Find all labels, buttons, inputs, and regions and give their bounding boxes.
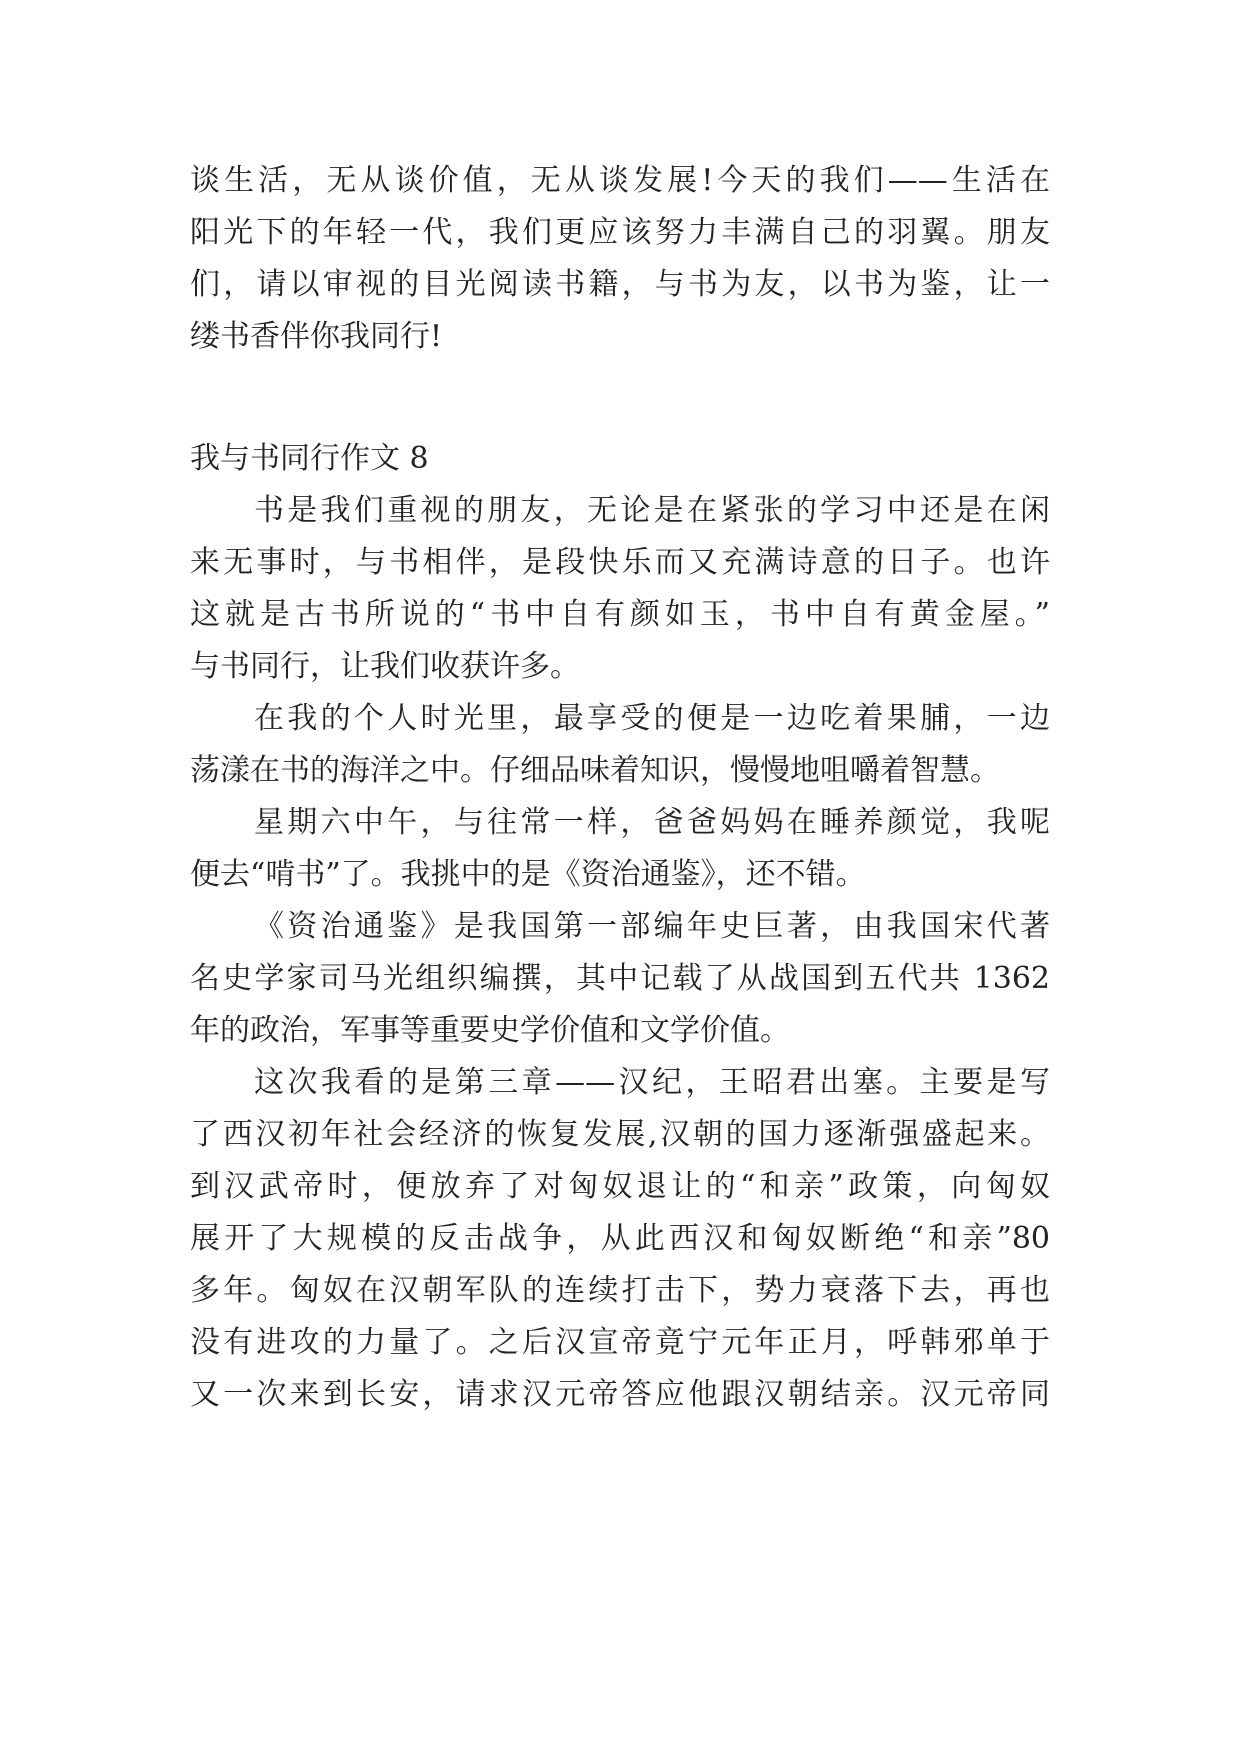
text-line: 星期六中午，与往常一样，爸爸妈妈在睡养颜觉，我呢 [254,805,1050,840]
paragraph-4 [190,901,1050,1057]
text-line: 缕书香伴你我同行! [190,319,443,354]
text-line: 名史学家司马光组织编撰，其中记载了从战国到五代共 1362 [190,961,1050,996]
text-line: 阳光下的年轻一代，我们更应该努力丰满自己的羽翼。朋友 [190,215,1050,250]
paragraph-2 [190,693,1050,797]
paragraph-intro [190,155,1050,363]
paragraph-3 [190,797,1050,901]
text-line: 在我的个人时光里，最享受的便是一边吃着果脯，一边 [254,701,1050,736]
text-line: 没有进攻的力量了。之后汉宣帝竟宁元年正月，呼韩邪单于 [190,1325,1050,1360]
paragraph-1 [190,485,1050,693]
text-line: 《资治通鉴》是我国第一部编年史巨著，由我国宋代著 [254,909,1050,944]
text-line: 又一次来到长安，请求汉元帝答应他跟汉朝结亲。汉元帝同 [190,1377,1050,1412]
text-line: 便去“啃书”了。我挑中的是《资治通鉴》，还不错。 [190,857,866,892]
text-line: 谈生活，无从谈价值，无从谈发展!今天的我们——生活在 [190,163,1050,198]
text-line: 们，请以审视的目光阅读书籍，与书为友，以书为鉴，让一 [190,267,1050,302]
section-title: 我与书同行作文 8 [190,441,429,476]
document-body [190,155,1050,1421]
text-line: 展开了大规模的反击战争，从此西汉和匈奴断绝“和亲”80 [190,1221,1050,1256]
text-line: 这就是古书所说的“书中自有颜如玉，书中自有黄金屋。” [190,597,1050,632]
text-line: 这次我看的是第三章——汉纪，王昭君出塞。主要是写 [254,1065,1050,1100]
text-line: 年的政治，军事等重要史学价值和文学价值。 [190,1013,790,1048]
text-line: 荡漾在书的海洋之中。仔细品味着知识，慢慢地咀嚼着智慧。 [190,753,1000,788]
section-spacer [190,363,1050,433]
text-line: 多年。匈奴在汉朝军队的连续打击下，势力衰落下去，再也 [190,1273,1050,1308]
text-line: 到汉武帝时，便放弃了对匈奴退让的“和亲”政策，向匈奴 [190,1169,1050,1204]
text-line: 来无事时，与书相伴，是段快乐而又充满诗意的日子。也许 [190,545,1050,580]
text-line: 书是我们重视的朋友，无论是在紧张的学习中还是在闲 [254,493,1050,528]
text-line: 了西汉初年社会经济的恢复发展,汉朝的国力逐渐强盛起来。 [190,1117,1050,1152]
text-line: 与书同行，让我们收获许多。 [190,649,580,684]
paragraph-5 [190,1057,1050,1421]
